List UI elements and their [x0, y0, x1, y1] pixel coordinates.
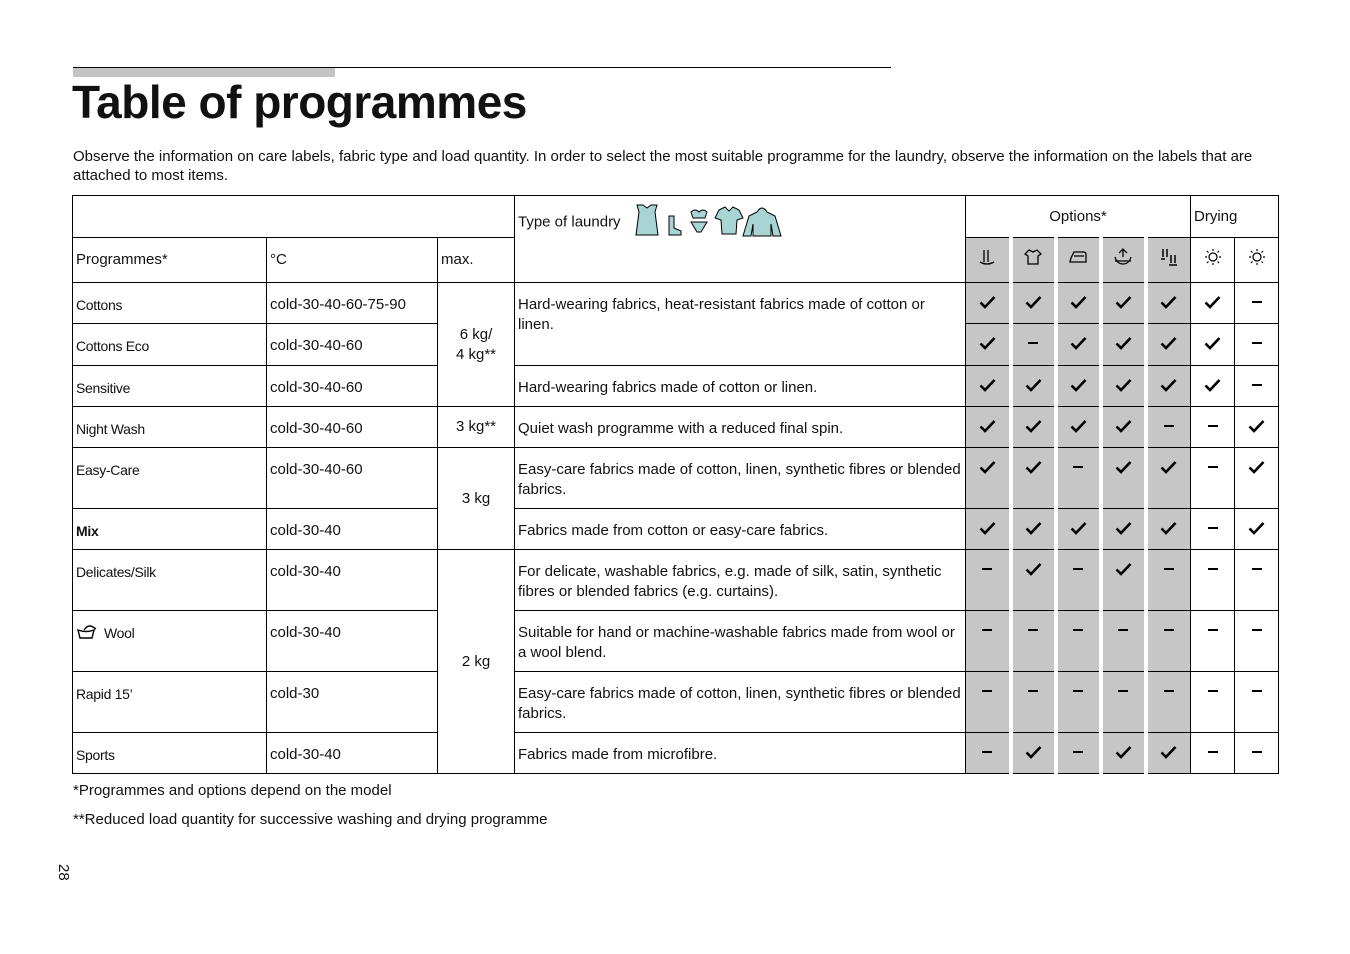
- max-load-cell: 6 kg/ 4 kg**: [438, 283, 515, 407]
- dash-icon: [1191, 448, 1235, 509]
- check-icon: [1146, 283, 1191, 324]
- programme-name-cell: [73, 324, 267, 366]
- check-icon: [1101, 509, 1146, 550]
- laundry-description-cell: Hard-wearing fabrics, heat-resistant fabrics made of cotton or linen.: [515, 283, 966, 366]
- dash-icon: [1235, 324, 1279, 366]
- dash-icon: [1101, 611, 1146, 672]
- check-icon: [966, 448, 1011, 509]
- check-icon: [1235, 407, 1279, 448]
- check-icon: [1101, 733, 1146, 774]
- temperature-cell: cold-30: [267, 672, 438, 733]
- programme-night-wash: Night Wash: [76, 421, 145, 437]
- programmes-table: [72, 195, 1279, 774]
- check-icon: [1235, 448, 1279, 509]
- laundry-description-cell: Fabrics made from microfibre.: [515, 733, 966, 774]
- dash-icon: [1191, 509, 1235, 550]
- dash-icon: [1191, 672, 1235, 733]
- hand-wash-icon: [76, 625, 104, 642]
- max-load-cell: 3 kg**: [438, 407, 515, 448]
- intro-text: Observe the information on care labels, fabric type and load quantity. In order to select the most suitable programme for the laundry, observe the information on the labels that are attached to most items.: [73, 148, 1253, 184]
- laundry-description-cell: Easy-care fabrics made of cotton, linen, synthetic fibres or blended fabrics.: [515, 672, 966, 733]
- programme-cottons: Cottons: [76, 297, 123, 313]
- dash-icon: [1146, 672, 1191, 733]
- dash-icon: [1235, 366, 1279, 407]
- programme-mix: Mix: [76, 523, 99, 539]
- check-icon: [1146, 324, 1191, 366]
- laundry-description-cell: Fabrics made from cotton or easy-care fabrics.: [515, 509, 966, 550]
- programme-name-cell: [73, 283, 267, 324]
- programme-name-cell: [73, 366, 267, 407]
- type-of-laundry-label: Type of laundry: [518, 213, 621, 231]
- check-icon: [1101, 448, 1146, 509]
- dash-icon: [1056, 550, 1101, 611]
- programme-wool: Wool: [104, 625, 135, 641]
- check-icon: [966, 509, 1011, 550]
- table-row: [73, 509, 1279, 550]
- programme-name-cell: [73, 550, 267, 611]
- temperature-cell: cold-30-40-60: [267, 407, 438, 448]
- dash-icon: [1101, 672, 1146, 733]
- spin-icon: [1146, 238, 1191, 283]
- check-icon: [1011, 407, 1056, 448]
- temperature-cell: cold-30-40: [267, 611, 438, 672]
- check-icon: [1011, 550, 1056, 611]
- dash-icon: [1056, 448, 1101, 509]
- dash-icon: [1011, 324, 1056, 366]
- programme-name-cell: [73, 448, 267, 509]
- programme-delicates-silk: Delicates/Silk: [76, 564, 156, 580]
- footnote-reduced-load: **Reduced load quantity for successive washing and drying programme: [73, 811, 548, 828]
- check-icon: [1056, 366, 1101, 407]
- dash-icon: [1235, 550, 1279, 611]
- temperature-cell: cold-30-40: [267, 550, 438, 611]
- programme-cottons-eco: Cottons Eco: [76, 338, 149, 354]
- dash-icon: [1146, 550, 1191, 611]
- table-row: [73, 366, 1279, 407]
- table-row: [73, 448, 1279, 509]
- programme-easy-care: Easy-Care: [76, 462, 140, 478]
- drying-header: Drying: [1191, 196, 1279, 238]
- check-icon: [1101, 324, 1146, 366]
- dash-icon: [966, 611, 1011, 672]
- laundry-description-cell: Easy-care fabrics made of cotton, linen, synthetic fibres or blended fabrics.: [515, 448, 966, 509]
- dash-icon: [1235, 283, 1279, 324]
- dash-icon: [1191, 733, 1235, 774]
- laundry-description-cell: Quiet wash programme with a reduced final spin.: [515, 407, 966, 448]
- table-row: [73, 733, 1279, 774]
- max-load-cell: 3 kg: [438, 448, 515, 550]
- check-icon: [1146, 366, 1191, 407]
- check-icon: [966, 366, 1011, 407]
- iron-icon: [1056, 238, 1101, 283]
- check-icon: [1191, 366, 1235, 407]
- dash-icon: [966, 550, 1011, 611]
- check-icon: [1011, 283, 1056, 324]
- dash-icon: [1011, 611, 1056, 672]
- sun-gentle-icon: [1235, 238, 1279, 283]
- dash-icon: [1011, 672, 1056, 733]
- table-row: [73, 550, 1279, 611]
- dash-icon: [966, 733, 1011, 774]
- table-row: [73, 283, 1279, 324]
- dash-icon: [1056, 672, 1101, 733]
- dash-icon: [1235, 733, 1279, 774]
- shirt-icon: [1011, 238, 1056, 283]
- check-icon: [966, 407, 1011, 448]
- table-row: [73, 672, 1279, 733]
- table-row: [73, 611, 1279, 672]
- temperature-cell: cold-30-40-60: [267, 366, 438, 407]
- options-header: Options*: [966, 196, 1191, 238]
- check-icon: [1146, 448, 1191, 509]
- programmes-column-header: Programmes*: [73, 238, 267, 283]
- programme-rapid-15: Rapid 15’: [76, 686, 133, 702]
- dash-icon: [1191, 550, 1235, 611]
- max-load-column-header: max.: [438, 238, 515, 283]
- dash-icon: [1146, 407, 1191, 448]
- temperature-cell: cold-30-40: [267, 509, 438, 550]
- page-title: Table of programmes: [72, 76, 527, 128]
- dash-icon: [1235, 672, 1279, 733]
- programme-name-cell: [73, 509, 267, 550]
- dash-icon: [1191, 611, 1235, 672]
- check-icon: [1101, 283, 1146, 324]
- temperature-cell: cold-30-40-60-75-90: [267, 283, 438, 324]
- temperature-column-header: °C: [267, 238, 438, 283]
- table-row: [73, 407, 1279, 448]
- max-load-cell: 2 kg: [438, 550, 515, 774]
- dash-icon: [1056, 611, 1101, 672]
- extra-rinse-icon: [1101, 238, 1146, 283]
- check-icon: [1146, 509, 1191, 550]
- check-icon: [1056, 407, 1101, 448]
- dash-icon: [1146, 611, 1191, 672]
- laundry-description-cell: For delicate, washable fabrics, e.g. made of silk, satin, synthetic fibres or blended fabrics (e.g. curtains).: [515, 550, 966, 611]
- footnote-options: *Programmes and options depend on the model: [73, 782, 392, 799]
- header-blank-cell: [73, 196, 515, 238]
- temperature-cell: cold-30-40-60: [267, 324, 438, 366]
- check-icon: [1056, 283, 1101, 324]
- temperature-cell: cold-30-40: [267, 733, 438, 774]
- dash-icon: [1056, 733, 1101, 774]
- check-icon: [1101, 407, 1146, 448]
- check-icon: [1011, 366, 1056, 407]
- programme-name-cell: [73, 407, 267, 448]
- programme-name-cell: [73, 672, 267, 733]
- check-icon: [1011, 509, 1056, 550]
- check-icon: [966, 283, 1011, 324]
- dash-icon: [966, 672, 1011, 733]
- check-icon: [1146, 733, 1191, 774]
- dash-icon: [1235, 611, 1279, 672]
- type-of-laundry-header: [515, 196, 966, 283]
- check-icon: [1101, 366, 1146, 407]
- laundry-description-cell: Suitable for hand or machine-washable fabrics made from wool or a wool blend.: [515, 611, 966, 672]
- temperature-cell: cold-30-40-60: [267, 448, 438, 509]
- programme-name-cell: [73, 611, 267, 672]
- check-icon: [1101, 550, 1146, 611]
- low-temperature-icon: [966, 238, 1011, 283]
- dash-icon: [1191, 407, 1235, 448]
- check-icon: [966, 324, 1011, 366]
- check-icon: [1056, 324, 1101, 366]
- programme-name-cell: [73, 733, 267, 774]
- laundry-description-cell: Hard-wearing fabrics made of cotton or linen.: [515, 366, 966, 407]
- check-icon: [1191, 324, 1235, 366]
- check-icon: [1011, 733, 1056, 774]
- check-icon: [1235, 509, 1279, 550]
- laundry-types-icon: [629, 202, 789, 244]
- page-number: 28: [55, 864, 72, 881]
- check-icon: [1011, 448, 1056, 509]
- check-icon: [1191, 283, 1235, 324]
- check-icon: [1056, 509, 1101, 550]
- sun-intensive-icon: [1191, 238, 1235, 283]
- programme-sports: Sports: [76, 747, 115, 763]
- programme-sensitive: Sensitive: [76, 380, 131, 396]
